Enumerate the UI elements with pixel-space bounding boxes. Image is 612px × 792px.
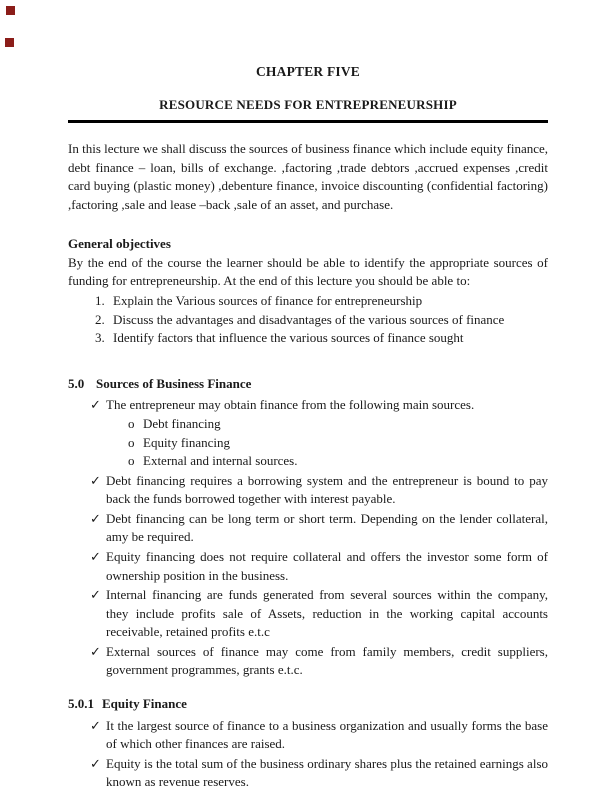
bullet-item [68,755,548,792]
sources-sub-list [68,415,548,471]
sub-bullet-text: External and internal sources. [143,453,298,469]
bullet-item [68,472,548,509]
list-number: 2. [95,311,105,327]
sub-bullet-item [68,434,548,453]
general-objectives-body: By the end of the course the learner should be able to identify the appropriate sources of funding for entrepreneurship. At the end of this lecture you should be able to: [68,254,548,289]
sources-bullet-list [68,396,548,680]
sub-bullet-text: Debt financing [143,415,221,431]
check-icon: ✓ [90,587,101,603]
list-item [68,329,548,348]
bullet-text: Debt financing can be long term or short term. Depending on the lender collateral, amy be required. [106,510,548,545]
circle-bullet-icon: o [128,415,135,431]
sub-bullet-text: Equity financing [143,434,231,450]
bullet-text: Equity is the total sum of the business ordinary shares plus the retained earnings also known as revenue reserves. [106,755,548,790]
intro-paragraph: In this lecture we shall discuss the sources of business finance which include equity finance, debt finance – loan, bills of exchange. ,factoring ,trade debtors ,accrued expenses ,credit card buying (plastic money) ,debenture finance, invoice discounting (confidential factoring) ,factoring ,sale and lease –back ,sale of an asset, and purchase. [68,141,548,212]
bullet-text: External sources of finance may come from family members, credit suppliers, government programmes, grants e.t.c. [106,643,548,678]
circle-bullet-icon: o [128,453,135,469]
list-item-text: Explain the Various sources of finance for entrepreneurship [113,293,423,309]
scan-artifact-mark [6,6,15,15]
bullet-item [68,396,548,415]
section-number: 5.0 [68,375,85,391]
bullet-item [68,717,548,754]
bullet-item [68,586,548,642]
scan-artifact-mark [5,38,14,47]
section-title: Sources of Business Finance [96,375,252,391]
chapter-subtitle: RESOURCE NEEDS FOR ENTREPRENEURSHIP [159,97,457,112]
sources-heading [68,375,548,394]
check-icon: ✓ [90,643,101,659]
list-item [68,311,548,330]
list-item-text: Identify factors that influence the various sources of finance sought [113,330,464,346]
title-divider [68,120,548,123]
list-item-text: Discuss the advantages and disadvantages of the various sources of finance [113,311,505,327]
equity-heading [68,695,548,714]
check-icon: ✓ [90,397,101,413]
check-icon: ✓ [90,472,101,488]
general-objectives-heading: General objectives [68,236,171,252]
bullet-text: The entrepreneur may obtain finance from the following main sources. [106,397,475,413]
bullet-item [68,548,548,585]
check-icon: ✓ [90,548,101,564]
bullet-text: It the largest source of finance to a business organization and usually forms the base of which other finances are raised. [106,717,548,752]
list-item [68,292,548,311]
list-number: 1. [95,293,105,309]
check-icon: ✓ [90,717,101,733]
bullet-text: Debt financing requires a borrowing system and the entrepreneur is bound to pay back the funds borrowed together with interest payable. [106,472,548,507]
list-number: 3. [95,330,105,346]
bullet-text: Equity financing does not require collateral and offers the investor some form of ownership position in the business. [106,548,548,583]
chapter-title: CHAPTER FIVE [255,64,361,79]
objectives-list [68,292,548,348]
bullet-text: Internal financing are funds generated from several sources within the company, they include profits sale of Assets, reduction in the working capital accounts receivable, retained profits e.t.c [106,587,548,640]
section-title: Equity Finance [102,696,187,712]
equity-bullet-list [68,717,548,792]
section-number: 5.0.1 [68,696,94,712]
circle-bullet-icon: o [128,434,135,450]
bullet-item [68,510,548,547]
sub-bullet-item [68,452,548,471]
bullet-item [68,643,548,680]
sub-bullet-item [68,415,548,434]
check-icon: ✓ [90,755,101,771]
check-icon: ✓ [90,510,101,526]
